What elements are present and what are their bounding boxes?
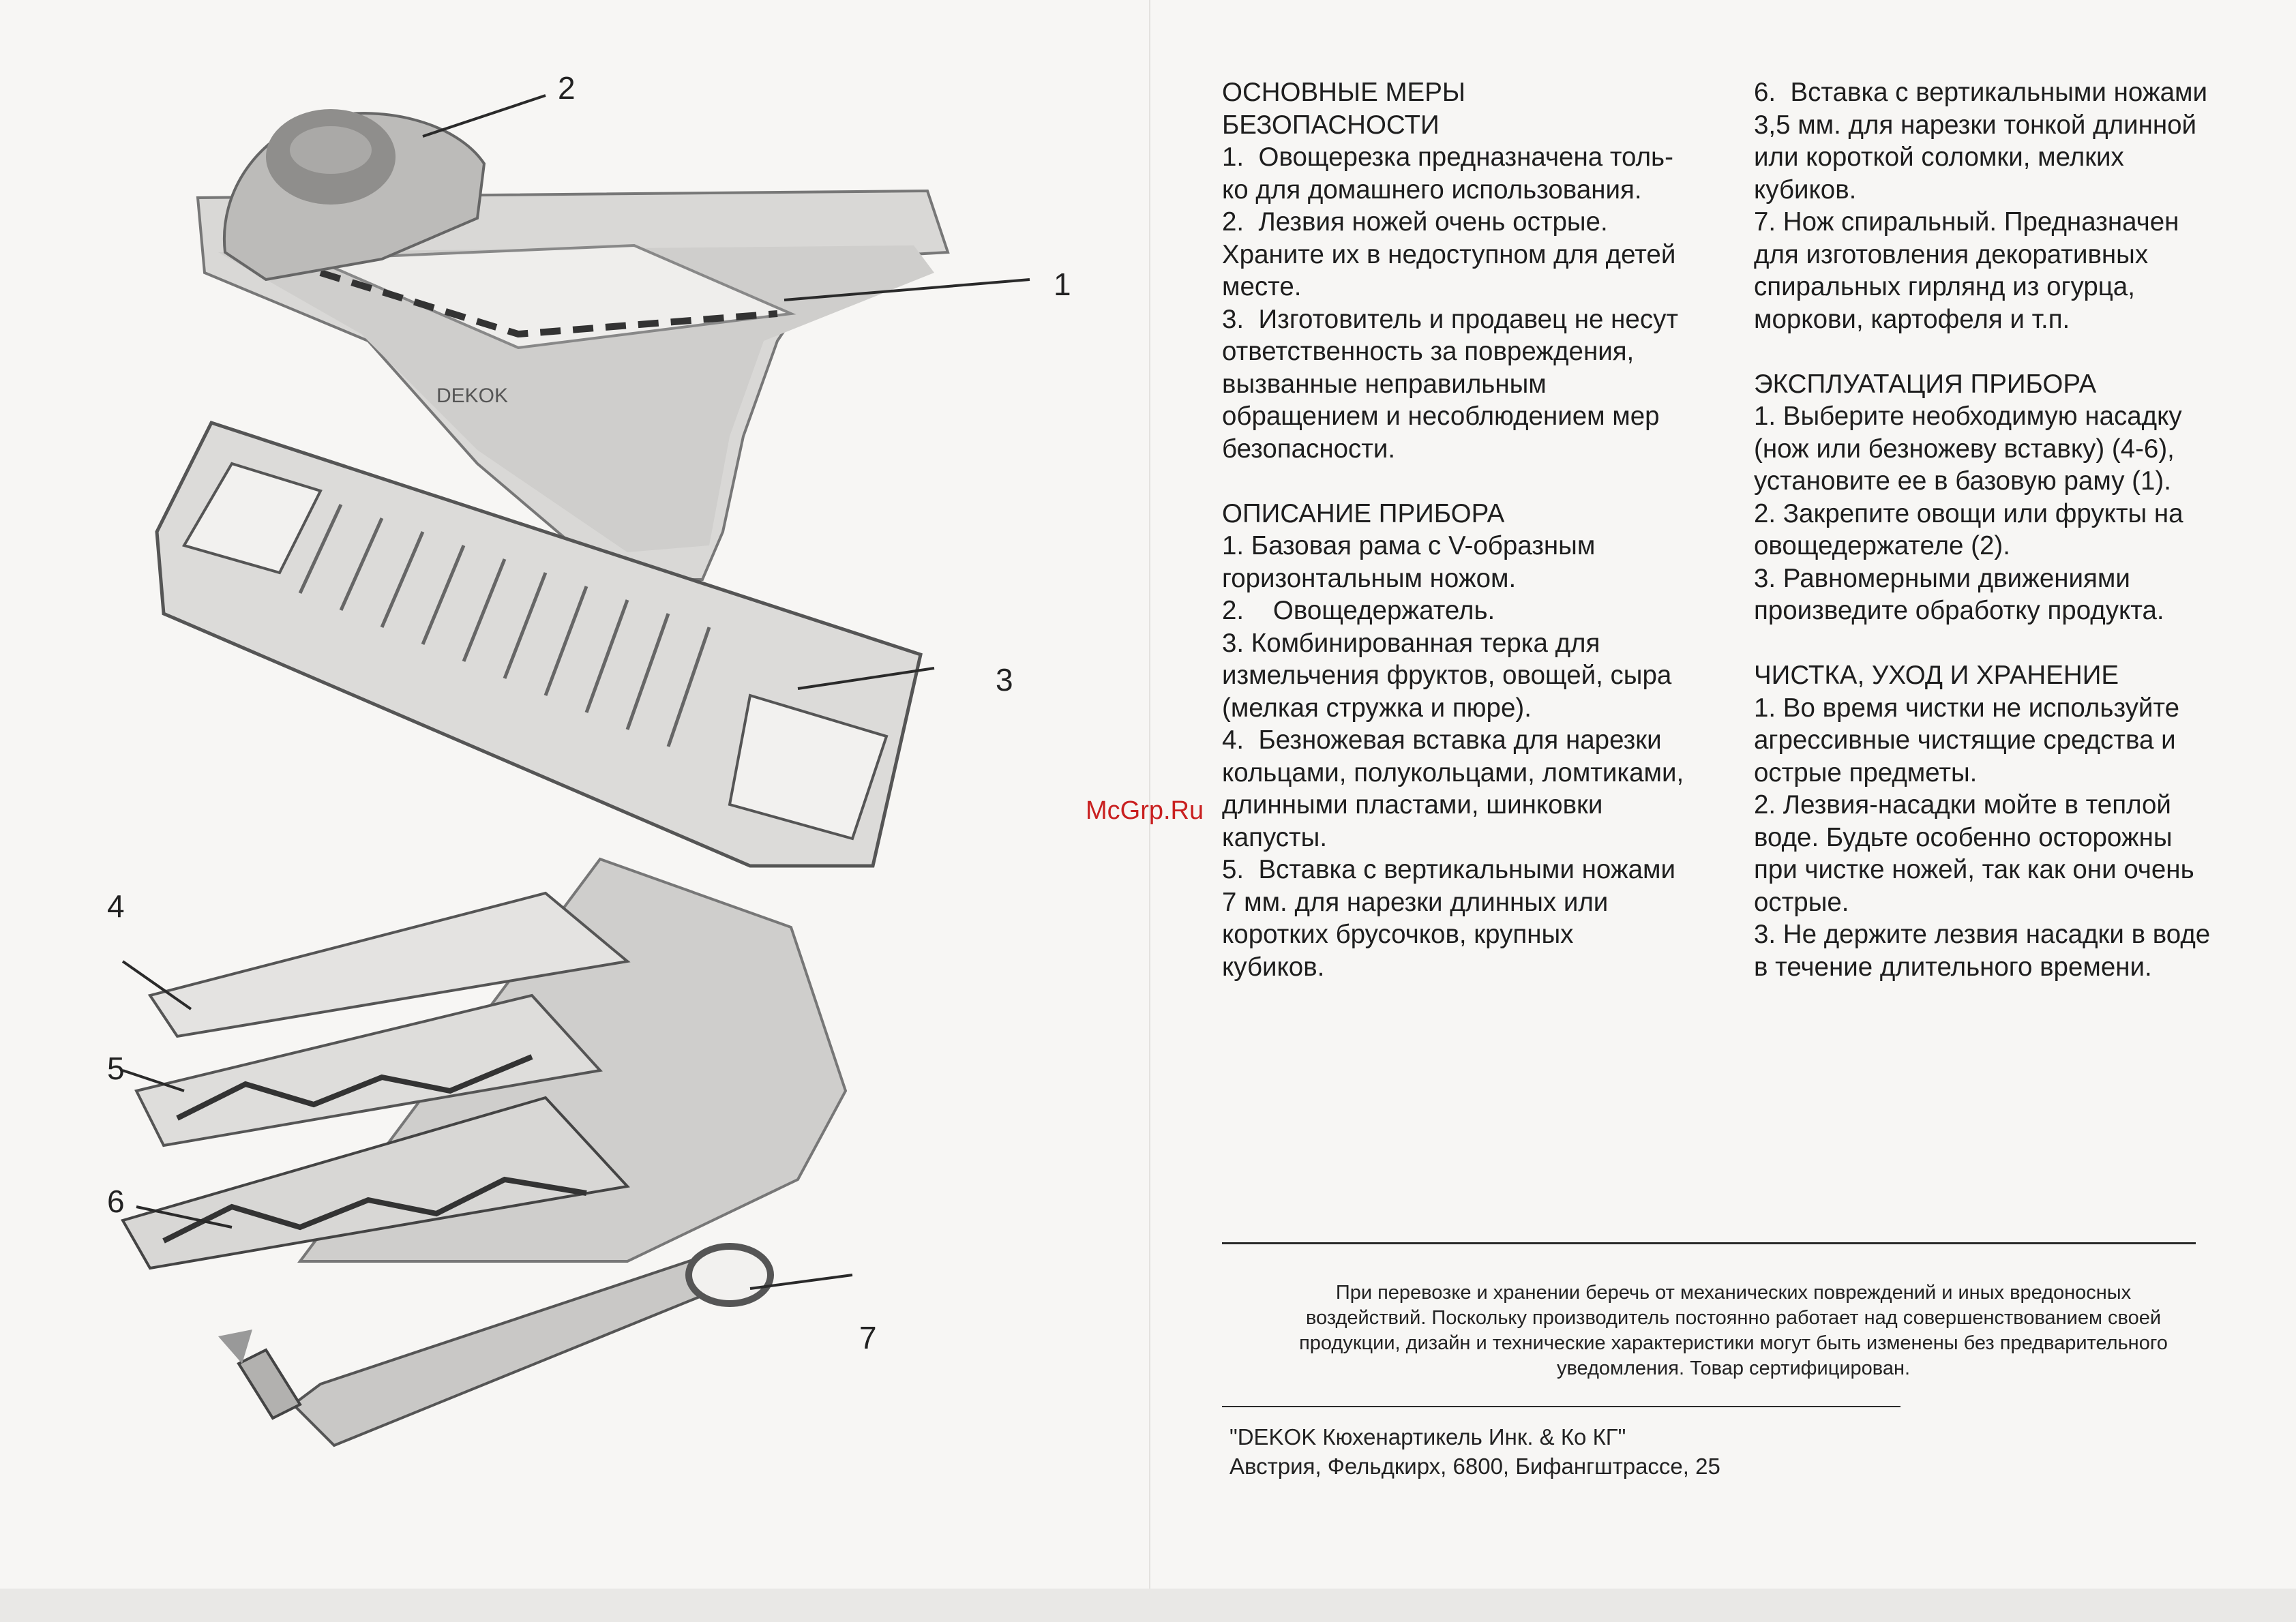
text-line: 1. Выберите необходимую насадку — [1754, 402, 2182, 431]
text-line: месте. — [1222, 272, 1302, 301]
text-line: 1. Овощерезка предназначена толь- — [1222, 142, 1673, 172]
divider-rule-bottom — [1222, 1406, 1900, 1407]
page-fold — [1149, 0, 1150, 1589]
text-line: для изготовления декоративных — [1754, 239, 2149, 269]
callout-2: 2 — [558, 70, 576, 106]
callout-6: 6 — [107, 1184, 125, 1219]
callout-3: 3 — [996, 662, 1013, 697]
text-line: в течение длительного времени. — [1754, 952, 2152, 982]
text-line: 5. Вставка с вертикальными ножами — [1222, 855, 1675, 884]
text-line: длинными пластами, шинковки — [1222, 790, 1603, 820]
text-line: при чистке ножей, так как они очень — [1754, 855, 2194, 884]
text-line: горизонтальным ножом. — [1222, 563, 1517, 593]
text-line: обращением и несоблюдением мер — [1222, 402, 1660, 431]
text-line: 2. Овощедержатель. — [1222, 596, 1495, 625]
note-line: При перевозке и хранении беречь от механических повреждений и иных вредоносных — [1335, 1282, 2132, 1304]
callout-7: 7 — [859, 1320, 877, 1355]
text-line: овощедержателе (2). — [1754, 531, 2010, 560]
text-line: 3,5 мм. для нарезки тонкой длинной — [1754, 110, 2197, 140]
text-line: 3. Комбинированная терка для — [1222, 628, 1600, 658]
text-line: 7 мм. для нарезки длинных или — [1222, 887, 1609, 917]
text-line: измельчения фруктов, овощей, сыра — [1222, 661, 1672, 690]
scan-bottom-edge — [0, 1589, 2296, 1622]
right-text-column — [1754, 76, 2272, 983]
manufacturer-address — [1229, 1422, 1720, 1481]
text-line: (мелкая стружка и пюре). — [1222, 693, 1532, 723]
text-line: ко для домашнего использования. — [1222, 175, 1642, 205]
text-line: кубиков. — [1754, 175, 1857, 205]
divider-rule-top — [1222, 1242, 2196, 1244]
text-line: или короткой соломки, мелких — [1754, 142, 2124, 172]
text-line: моркови, картофеля и т.п. — [1754, 304, 2070, 334]
text-line: 1. Базовая рама с V-образным — [1222, 531, 1596, 560]
text-line: острые предметы. — [1754, 757, 1978, 787]
note-line: продукции, дизайн и технические характеристики могут быть изменены без предварительного — [1299, 1332, 2168, 1354]
text-line: 7. Нож спиральный. Предназначен — [1754, 207, 2179, 237]
device-brand-label: DEKOK — [436, 385, 509, 407]
safety-heading-line-2: БЕЗОПАСНОСТИ — [1222, 110, 1440, 140]
text-line: 4. Безножевая вставка для нарезки — [1222, 725, 1662, 755]
paragraph-gap — [1222, 465, 1740, 498]
left-text-column — [1222, 76, 1740, 983]
inserts-drawing — [123, 859, 846, 1268]
text-line: безопасности. — [1222, 434, 1396, 464]
text-line: воде. Будьте особенно осторожны — [1754, 822, 2173, 852]
text-line: вызванные неправильным — [1222, 369, 1547, 399]
safety-heading-line-1: ОСНОВНЫЕ МЕРЫ — [1222, 78, 1465, 107]
spiral-knife-drawing — [218, 1246, 771, 1445]
text-line: спиральных гирлянд из огурца, — [1754, 272, 2135, 301]
transport-note — [1222, 1280, 2245, 1381]
text-line: кубиков. — [1222, 952, 1325, 982]
text-line: агрессивные чистящие средства и — [1754, 725, 2176, 755]
site-watermark: McGrp.Ru — [1086, 796, 1204, 825]
text-line: капусты. — [1222, 822, 1328, 852]
callout-4: 4 — [107, 888, 125, 924]
cleaning-heading: ЧИСТКА, УХОД И ХРАНЕНИЕ — [1754, 661, 2119, 690]
text-line: (нож или безножеву вставку) (4-6), — [1754, 434, 2175, 464]
text-line: острые. — [1754, 887, 1849, 917]
note-line: уведомления. Товар сертифицирован. — [1556, 1357, 1911, 1379]
callout-1: 1 — [1054, 267, 1071, 302]
text-line: ответственность за повреждения, — [1222, 337, 1635, 366]
paragraph-gap — [1754, 335, 2272, 368]
text-line: 2. Лезвия-насадки мойте в теплой — [1754, 790, 2171, 820]
address-line: Австрия, Фельдкирх, 6800, Бифангштрассе, 25 — [1229, 1454, 1720, 1479]
callout-5: 5 — [107, 1051, 125, 1086]
note-line: воздействий. Поскольку производитель постоянно работает над совершенствованием своей — [1305, 1307, 2162, 1329]
description-heading: ОПИСАНИЕ ПРИБОРА — [1222, 498, 1505, 528]
operation-heading: ЭКСПЛУАТАЦИЯ ПРИБОРА — [1754, 369, 2097, 399]
text-line: 6. Вставка с вертикальными ножами — [1754, 78, 2207, 107]
slicer-illustration — [95, 55, 1105, 1486]
text-line: Храните их в недоступном для детей — [1222, 239, 1676, 269]
text-line: 3. Не держите лезвия насадки в воде — [1754, 920, 2211, 949]
text-line: коротких брусочков, крупных — [1222, 920, 1574, 949]
text-line: 2. Лезвия ножей очень острые. — [1222, 207, 1608, 237]
text-line: установите ее в базовую раму (1). — [1754, 466, 2171, 496]
text-line: 3. Изготовитель и продавец не несут — [1222, 304, 1678, 334]
paragraph-gap — [1754, 627, 2272, 660]
text-line: 1. Во время чистки не используйте — [1754, 693, 2180, 723]
text-line: кольцами, полукольцами, ломтиками, — [1222, 757, 1684, 787]
text-line: произведите обработку продукта. — [1754, 596, 2164, 625]
address-line: "DEKOK Кюхенартикель Инк. & Ко КГ" — [1229, 1424, 1626, 1450]
text-line: 3. Равномерными движениями — [1754, 563, 2130, 593]
text-line: 2. Закрепите овощи или фрукты на — [1754, 498, 2183, 528]
